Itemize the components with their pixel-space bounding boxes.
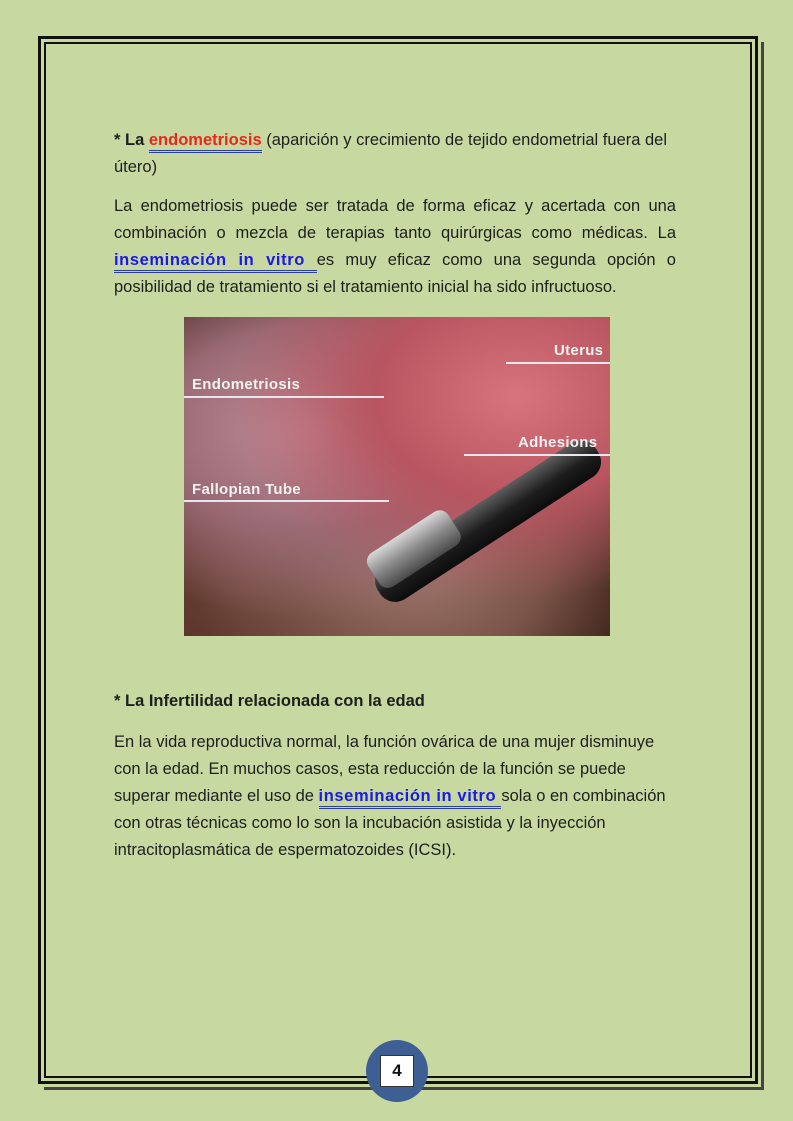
label-fallopian-tube: Fallopian Tube: [192, 481, 301, 498]
heading-suffix: (aparición y crecimiento de tejido endometrial fuera del útero): [114, 131, 668, 176]
paragraph-text: sola o en combinación con otras técnicas como lo son la incubación asistida y la inyección intracitoplasmática de espermatozoides (ICSI).: [114, 787, 666, 859]
heading-prefix: * La: [114, 131, 149, 149]
page-number: 4: [380, 1055, 414, 1087]
inseminacion-link[interactable]: inseminación in vitro: [319, 787, 502, 809]
age-infertility-paragraph: [114, 729, 676, 864]
pointer-line-adhesions: [464, 454, 610, 456]
label-adhesions: Adhesions: [518, 434, 598, 451]
paragraph-text: es muy eficaz como una segunda opción o posibilidad de tratamiento si el tratamiento inicial ha sido infructuoso.: [114, 251, 676, 296]
inseminacion-link[interactable]: inseminación in vitro: [114, 251, 317, 273]
paragraph-text: La endometriosis puede ser tratada de forma eficaz y acertada con una combinación o mezcla de terapias tanto quirúrgicas como médicas. La: [114, 197, 676, 242]
label-endometriosis: Endometriosis: [192, 376, 301, 393]
pointer-line-fallopian-tube: [184, 500, 389, 502]
pointer-line-uterus: [506, 362, 610, 364]
paragraph-text: En la vida reproductiva normal, la función ovárica de una mujer disminuye con la edad. En muchos casos, esta reducción de la función se puede superar mediante el uso de: [114, 733, 655, 805]
label-uterus: Uterus: [554, 342, 604, 359]
endometriosis-photo: [184, 317, 610, 636]
endometriosis-paragraph: [114, 193, 676, 301]
age-infertility-heading: * La Infertilidad relacionada con la edad: [114, 692, 425, 710]
page-number-badge: [366, 1040, 428, 1102]
pointer-line-endometriosis: [184, 396, 384, 398]
endometriosis-link[interactable]: endometriosis: [149, 131, 262, 153]
surgical-instrument: [368, 434, 608, 609]
endometriosis-heading: [114, 127, 676, 181]
